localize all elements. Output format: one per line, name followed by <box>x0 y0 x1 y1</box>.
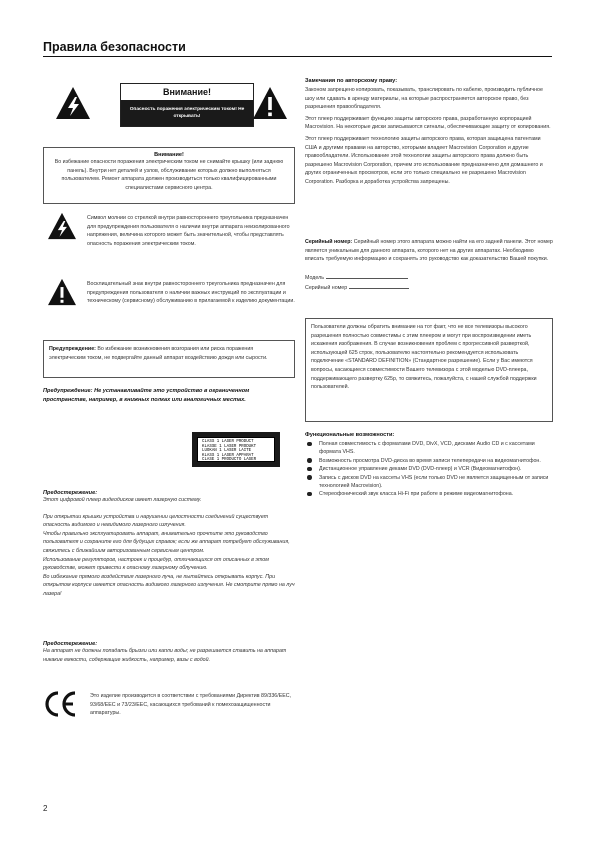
warning-banner-title: Внимание! <box>163 87 211 97</box>
copyright-p3: Этот плеер поддерживает технологию защиты авторского права, которая защищена патентами США и другими правами на авторство, которыми владеет Macrovision Corporation и другие правообладатели. Использование этой технологии защиты авторского права должно быть разрешено Macrovision Corporation, причем это использование предназначено для домашнего и других ограниченных просмотров, если это только специально не разрешено Macrovision Corporation. Разборка и доработка устройства запрещены. <box>305 135 543 185</box>
model-label: Модель <box>305 274 325 281</box>
title-divider <box>43 56 552 57</box>
warning-banner-body: Опасность поражения электрическим током! Не открывать! <box>121 100 253 126</box>
exclamation-triangle-icon <box>252 86 288 120</box>
feature-item: Стереофонический звук класса Hi-Fi при работе в режиме видеомагнитофона. <box>305 490 553 498</box>
install-warning-label: Предупреждение: <box>43 388 93 394</box>
moisture-warning-label: Предупреждение: <box>49 346 96 352</box>
bullet-icon <box>307 458 312 463</box>
bullet-icon <box>307 467 312 472</box>
exclamation-symbol-text: Восклицательный знак внутри равностороннего треугольника предназначен для предупреждения пользователя о наличии важных инструкций по эксплуатации и техническому (сервисному) обслуживанию в прилагаемой к изделию документации. <box>87 281 295 305</box>
feature-item: Возможность просмотра DVD-диска во время записи телепередачи на видеомагнитофон. <box>305 457 553 465</box>
bullet-icon <box>307 475 312 480</box>
model-field[interactable] <box>326 272 408 279</box>
page-title: Правила безопасности <box>43 40 186 54</box>
progressive-scan-text: Пользователи должны обратить внимание на тот факт, что не все телевизоры высокого разрешения полностью совместимы с этим плеером и могут при воспроизведении иметь искажения изображения. В случае возникновения проблем с прогрессивной разверткой, использующей 625 строк, пользователю настоятельно рекомендуется использовать подключение «STANDARD DEFINITION» (Стандартное разрешение). Если у Вас имеются вопросы, касающиеся совместимости Вашего телевизора с этой моделью DVD-плеера, поддерживающего развертку 625р, то свяжитесь, пожалуйста, с нашей службой поддержки пользователей. <box>311 324 537 391</box>
warning-box-title: Внимание! <box>154 152 184 158</box>
progressive-scan-note <box>305 318 553 422</box>
laser-label-text: CLASS 1 LASER PRODUCT KLASSE 1 LASER PRODUKT LUOKAN 1 LASER LAITE KLASS 1 LASER APPARAT CLASE 1 PRODUCTO LASER <box>197 437 275 462</box>
features-heading: Функциональные возможности: <box>305 432 395 438</box>
page-number: 2 <box>43 804 48 813</box>
laser-product-label <box>192 432 280 467</box>
liquid-caution-text: На аппарат не должны попадать брызги или капли воды; не разрешается ставить на аппарат никакие емкости, содержащие жидкость, например, вазы с водой. <box>43 648 287 663</box>
laser-caution-p2: При открытии крышки устройства и нарушении целостности соединений существует опасность видимого и невидимого лазерного излучения. <box>43 513 269 529</box>
install-warning <box>43 387 295 405</box>
feature-item: Дистанционное управление деками DVD (DVD-плеер) и VCR (Видеомагнитофон). <box>305 465 553 473</box>
serial-number-field[interactable] <box>349 282 409 289</box>
serial-number-label: Серийный номер <box>305 285 348 292</box>
laser-caution-heading: Предостережение: <box>43 490 98 496</box>
serial-label: Серийный номер: <box>305 239 353 245</box>
liquid-caution <box>43 641 295 664</box>
warning-box-text: Во избежание опасности поражения электрическим током не снимайте крышку (или заднюю панель). Внутри нет деталей и узлов, обслуживание которых должно выполняться пользователем. Ремонт аппарата должен производиться только квалифицированными специалистами сервисного центра. <box>54 159 284 191</box>
lightning-triangle-icon <box>47 212 77 240</box>
feature-item: Запись с дисков DVD на кассеты VHS (если только DVD не является защищенным от записи технологией Macrovision). <box>305 474 553 491</box>
liquid-caution-heading: Предостережение: <box>43 641 98 647</box>
moisture-warning-box <box>43 340 295 378</box>
copyright-section <box>305 78 553 187</box>
laser-caution-p4: Использование регуляторов, настроек и процедур, отличающихся от описанных в этом руководстве, может привести к опасному лазерному облучению. <box>43 556 269 572</box>
copyright-heading: Замечания по авторскому праву: <box>305 78 398 84</box>
moisture-warning-text: Во избежание возникновения возгорания или риска поражения электрическим током, не подвергайте данный аппарат воздействию дождя или сырости. <box>49 346 268 361</box>
lightning-symbol-text: Символ молнии со стрелкой внутри равностороннего треугольника предназначен для предупреждения пользователя о наличии внутри аппарата неизолированного напряжения, величина которого может быть значительной, чтобы представлять опасность поражения электрическим током. <box>87 215 290 247</box>
laser-caution <box>43 490 295 599</box>
laser-caution-p5: Во избежание прямого воздействия лазерного луча, не пытайтесь открывать корпус. При открытом корпусе имеется опасность видимого лазерного излучения. Не смотрите прямо на луч лазера! <box>43 573 295 597</box>
install-warning-text: Не устанавливайте это устройство в ограниченном пространстве, например, в книжных полках или аналогичных местах. <box>43 388 250 403</box>
laser-caution-p3: Чтобы правильно эксплуатировать аппарат, внимательно прочтите это руководство пользователя и сохраните его для будущих справок; если же аппарат потребует обслуживания, свяжитесь с ближайшим авторизованным сервисным центром. <box>43 530 290 554</box>
lightning-triangle-icon <box>55 86 91 120</box>
warning-box <box>43 147 295 204</box>
laser-caution-p1: Этот цифровой плеер видеодисков имеет лазерную систему. <box>43 497 202 503</box>
features-section <box>305 432 553 499</box>
serial-section <box>305 238 553 293</box>
copyright-p1: Законом запрещено копировать, показывать, транслировать по кабелю, производить публичное шоу или сдавать в аренду материалы, на которые распространяется авторское право, без разрешения правообладателя. <box>305 87 543 111</box>
ce-mark-icon <box>44 690 78 718</box>
exclamation-triangle-icon <box>47 278 77 306</box>
serial-text: Серийный номер этого аппарата можно найти на его задней панели. Этот номер является уникальным для данного аппарата, которого нет на других аппаратах. Необходимо вписать требуемую информацию и сохранять это руководство как доказательство Вашей покупки. <box>305 239 553 263</box>
warning-banner <box>120 83 254 127</box>
feature-item: Полная совместимость с форматами DVD, DivX, VCD, дисками Audio CD и с кассетами формата VHS. <box>305 440 553 457</box>
ce-text: Это изделие производится в соответствии с требованиями Директив 89/336/EEC, 93/68/EEC и 73/23/EEC, касающихся требований к помехозащищенности аппаратуры. <box>90 693 292 717</box>
bullet-icon <box>307 442 312 447</box>
bullet-icon <box>307 492 312 497</box>
copyright-p2: Этот плеер поддерживает функцию защиты авторского права, разработанную корпорацией Macrovision. На некоторые диски записываются сигналы, обеспечивающие защиту от копирования. <box>305 115 551 131</box>
